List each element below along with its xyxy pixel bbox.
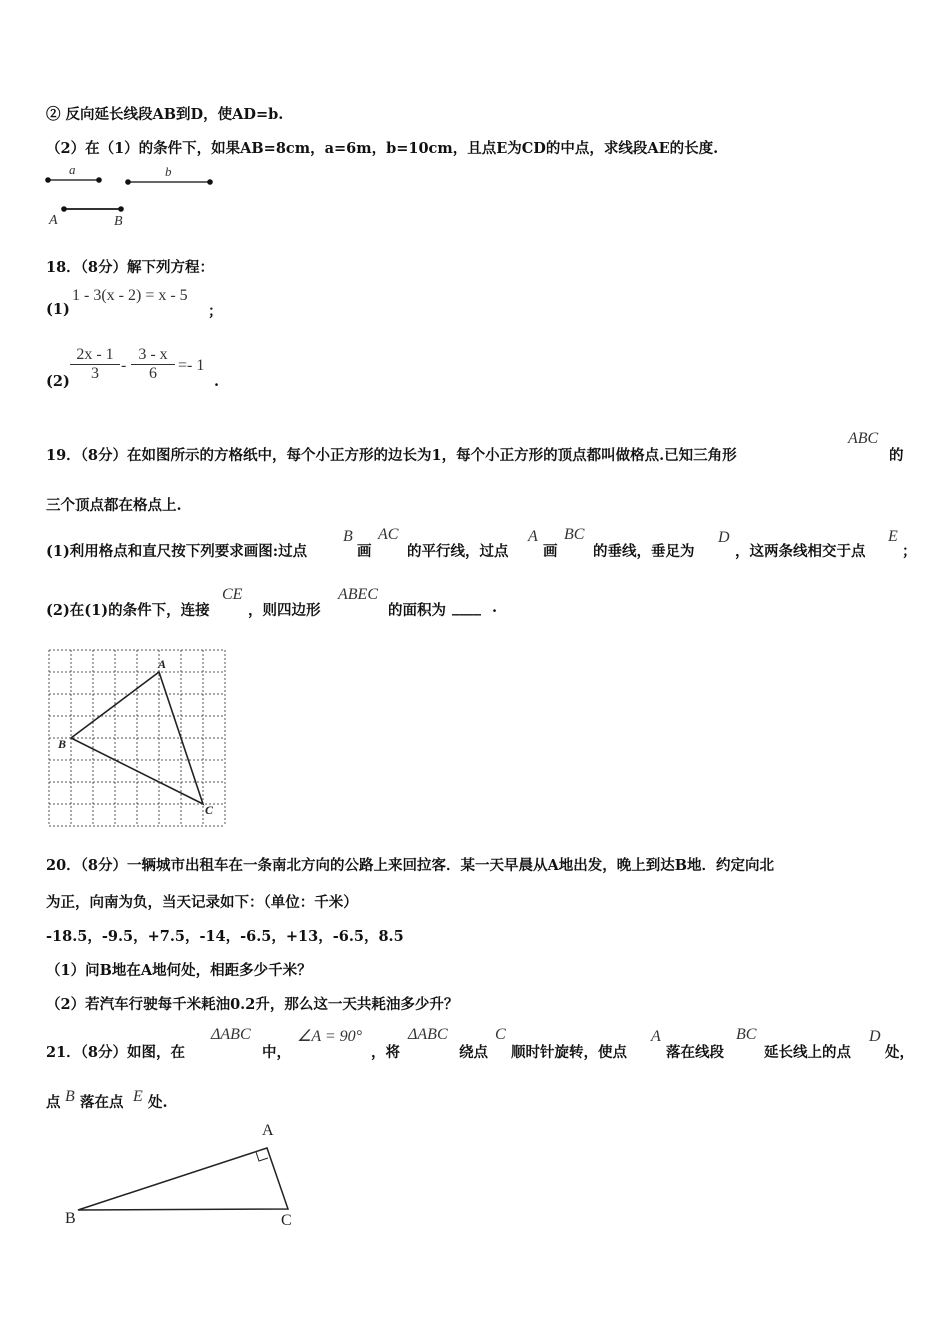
q19-p2-text-a: (2)在(1)的条件下，连接 <box>46 602 210 619</box>
q19-p2-text-d: . <box>492 599 498 616</box>
q21-text-g: 延长线上的点 <box>764 1044 851 1061</box>
q19-abc: ABC <box>848 430 879 447</box>
q19-p2-CE: CE <box>222 586 243 603</box>
q21-text-f: 落在线段 <box>666 1044 724 1061</box>
q17-label-A: A <box>49 213 58 228</box>
q21-text-d: 绕点 <box>459 1044 488 1061</box>
q19-p1-text-g: ； <box>902 543 917 560</box>
q20-part2: （2）若汽车行驶每千米耗油0.2升，那么这一天共耗油多少升？ <box>46 996 459 1013</box>
q20-line1: 20．（8分）一辆城市出租车在一条南北方向的公路上来回拉客．某一天早晨从A地出发，晚上到达B地．约定向北 <box>46 857 775 874</box>
q21-line2-B: B <box>65 1088 75 1105</box>
q21-line2-b: 落在点 <box>80 1094 124 1111</box>
q19-p1-text-a: (1)利用格点和直尺按下列要求画图:过点 <box>46 543 308 560</box>
q21-text-h: 处， <box>885 1044 914 1061</box>
q21-triangle-2: ΔABC <box>408 1026 448 1043</box>
q21-line2-a: 点 <box>46 1094 61 1111</box>
q19-grid <box>49 650 225 826</box>
q21-segment-BC: BC <box>736 1026 757 1043</box>
q19-p2-text-c: 的面积为 <box>388 602 446 619</box>
q20-line2: 为正，向南为负，当天记录如下：（单位：千米） <box>46 894 358 911</box>
q21-fig-label-C: C <box>281 1212 292 1229</box>
q19-p1-AC: AC <box>378 526 399 543</box>
q21-fig-label-B: B <box>65 1210 76 1227</box>
q19-p2-text-b: ，则四边形 <box>248 602 321 619</box>
q19-line1-end: 的 <box>889 447 904 464</box>
q21-text-c: ，将 <box>371 1044 400 1061</box>
q21-right-angle-mark <box>256 1152 268 1161</box>
q18-p2-fraction-1 <box>70 346 120 383</box>
q19-p1-text-c: 的平行线，过点 <box>407 543 509 560</box>
q21-point-D: D <box>869 1028 881 1045</box>
q18-p2-num1: 2x - 1 <box>76 346 114 363</box>
q18-p1-end: ； <box>208 303 223 320</box>
q19-p1-text-b: 画 <box>357 543 372 560</box>
q19-grid-figure <box>46 647 230 829</box>
q20-record: -18.5，-9.5，+7.5，-14，-6.5，+13，-6.5，8.5 <box>46 928 404 945</box>
q19-p2-ABEC: ABEC <box>338 586 378 603</box>
q19-p1-text-e: 的垂线，垂足为 <box>593 543 695 560</box>
q21-point-A: A <box>651 1028 661 1045</box>
q19-p1-A: A <box>528 528 538 545</box>
q19-fig-label-C: C <box>205 803 214 817</box>
q19-p2-blank: ____ <box>452 599 481 616</box>
q17-label-a: a <box>69 162 76 177</box>
q18-p2-end: . <box>214 373 220 390</box>
q21-text-b: 中， <box>262 1044 291 1061</box>
q21-triangle-figure <box>60 1115 310 1235</box>
q18-p1-equation: 1 - 3(x - 2) = x - 5 <box>72 287 188 304</box>
q18-header: 18．（8分）解下列方程： <box>46 259 215 276</box>
q19-p1-E: E <box>888 528 898 545</box>
q19-line1: 19．（8分）在如图所示的方格纸中，每个小正方形的边长为1，每个小正方形的顶点都叫做格点.已知三角形 <box>46 447 737 464</box>
q19-line2: 三个顶点都在格点上. <box>46 497 182 514</box>
q18-p2-den2: 6 <box>131 364 175 383</box>
q21-point-C: C <box>495 1026 506 1043</box>
q17-line2: ② 反向延长线段AB到D，使AD=b. <box>46 106 284 123</box>
q19-p1-B: B <box>343 528 353 545</box>
q19-p1-BC: BC <box>564 526 585 543</box>
q21-line2-E: E <box>133 1088 143 1105</box>
q21-fig-label-A: A <box>262 1122 274 1139</box>
q18-p2-num2: 3 - x <box>138 346 168 363</box>
q17-segments-figure <box>40 160 230 230</box>
q21-text-e: 顺时针旋转，使点 <box>511 1044 627 1061</box>
q20-part1: （1）问B地在A地何处，相距多少千米？ <box>46 962 312 979</box>
q19-p1-text-d: 画 <box>543 543 558 560</box>
q18-p2-label: (2) <box>46 373 70 390</box>
q18-p2-rhs: =- 1 <box>178 357 205 374</box>
q19-fig-label-A: A <box>158 657 167 671</box>
q19-fig-label-B: B <box>58 737 67 751</box>
q21-line2-c: 处. <box>148 1094 168 1111</box>
q18-p2-minus: - <box>121 357 127 374</box>
q21-text-a: 21．（8分）如图，在 <box>46 1044 186 1061</box>
q21-triangle-1: ΔABC <box>211 1026 251 1043</box>
q21-angle: ∠A = 90° <box>297 1028 363 1045</box>
q18-p2-den1: 3 <box>70 364 120 383</box>
q19-p1-D: D <box>718 529 730 546</box>
q18-p1-label: (1) <box>46 301 70 318</box>
q17-label-B: B <box>114 214 123 229</box>
q17-part2: （2）在（1）的条件下，如果AB=8cm，a=6m，b=10cm，且点E为CD的中点，求线段AE的长度. <box>46 140 719 157</box>
q18-p2-fraction-2 <box>131 346 175 383</box>
q19-p1-text-f: ，这两条线相交于点 <box>735 543 866 560</box>
q17-label-b: b <box>165 164 172 179</box>
q21-triangle <box>78 1148 288 1210</box>
